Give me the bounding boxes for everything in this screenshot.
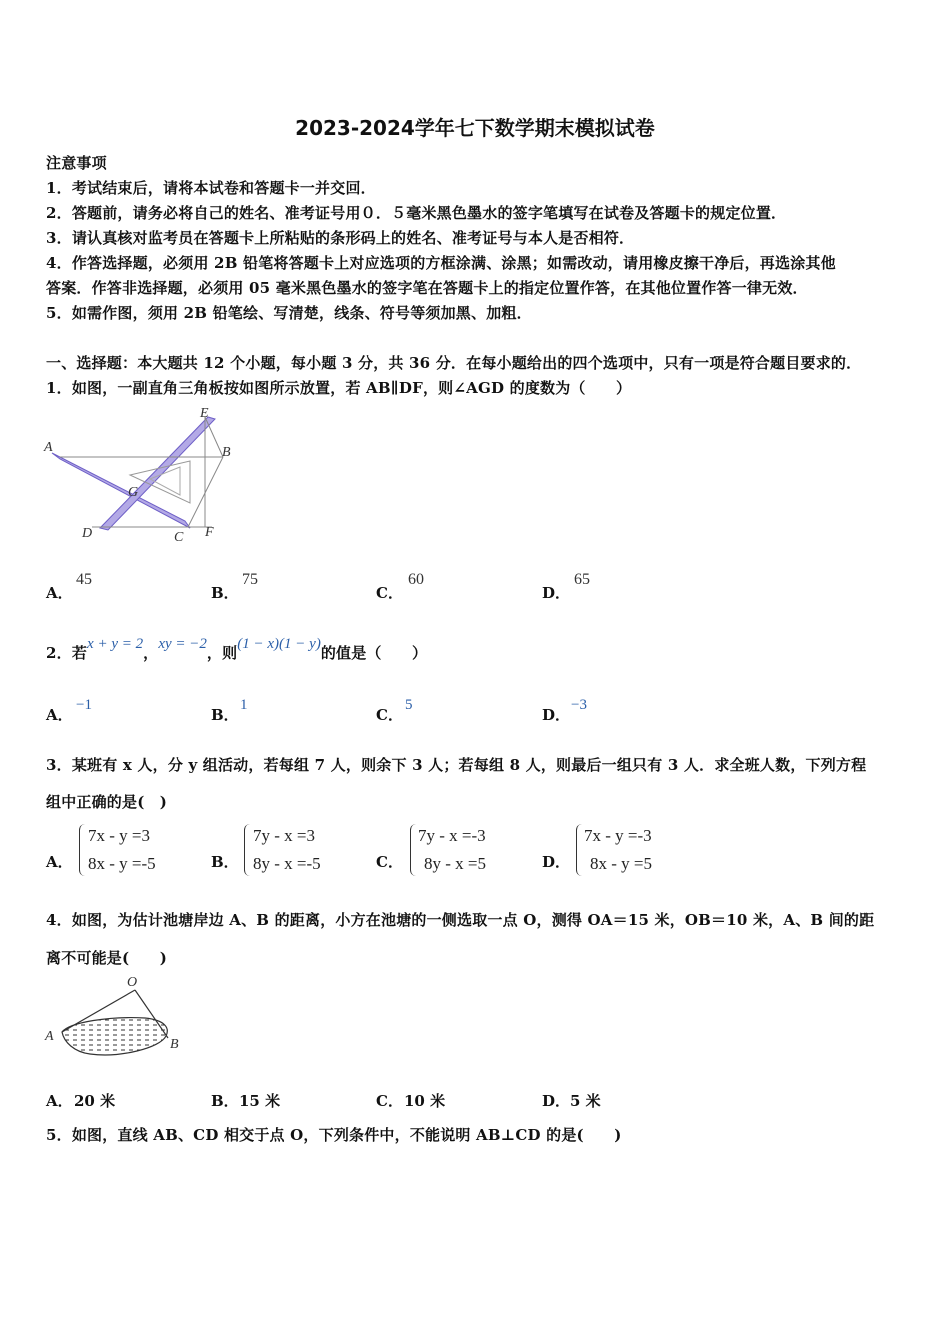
brace	[244, 824, 251, 876]
question-1-figure	[40, 403, 240, 549]
label-e: E	[200, 406, 209, 421]
option-c: C．	[376, 1092, 403, 1110]
option-d-value: 65	[574, 571, 590, 588]
option-c-value: 5	[405, 697, 413, 713]
option-b: B．	[211, 706, 239, 724]
option-b: B．	[211, 853, 239, 871]
option-a-value: 45	[76, 571, 92, 588]
option-a-eq1: 7x - y =3	[88, 826, 150, 845]
option-b-value: 1	[240, 697, 248, 713]
option-a: A．	[46, 1092, 73, 1110]
question-1-text: 1．如图，一副直角三角板按如图所示放置，若 AB∥DF，则∠AGD 的度数为（ ）	[46, 379, 632, 397]
option-d-value: −3	[571, 697, 587, 713]
option-c: C．	[376, 706, 403, 724]
label-b: B	[222, 445, 231, 460]
label-a: A	[44, 440, 53, 455]
q2-prefix: 2．若	[46, 644, 88, 662]
page-title: 2023-2024学年七下数学期末模拟试卷	[295, 116, 655, 140]
option-a-value: 20 米	[74, 1092, 116, 1110]
question-3-line1: 3．某班有 x 人，分 y 组活动，若每组 7 人，则余下 3 人；若每组 8 人，则最后一组只有 3 人．求全班人数，下列方程	[46, 756, 867, 774]
option-d-value: 5 米	[570, 1092, 601, 1110]
option-d: D．	[542, 706, 571, 724]
option-a-value: −1	[76, 697, 92, 713]
question-4-line1: 4．如图，为估计池塘岸边 A、B 的距离，小方在池塘的一侧选取一点 O，测得 OA＝15 米，OB＝10 米，A、B 间的距	[46, 911, 875, 929]
notice-line: 答案．作答非选择题，必须用 05 毫米黑色墨水的签字笔在答题卡上的指定位置作答，在其他位置作答一律无效．	[46, 279, 808, 297]
option-d: D．	[542, 1092, 571, 1110]
option-b: B．	[211, 584, 239, 602]
notice-line: 3．请认真核对监考员在答题卡上所粘贴的条形码上的姓名、准考证号与本人是否相符．	[46, 229, 635, 247]
option-b-value: 15 米	[239, 1092, 281, 1110]
option-a-eq2: 8x - y =-5	[88, 854, 156, 873]
section-heading: 一、选择题：本大题共 12 个小题，每小题 3 分，共 36 分．在每小题给出的四个选项中，只有一项是符合题目要求的．	[46, 354, 862, 372]
notice-line: 5．如需作图，须用 2B 铅笔绘、写清楚，线条、符号等须加黑、加粗．	[46, 304, 532, 322]
q2-suffix: 的值是（ ）	[320, 644, 428, 662]
question-3-line2: 组中正确的是( )	[46, 793, 167, 811]
label-o: O	[127, 975, 138, 990]
option-b-eq1: 7y - x =3	[253, 826, 315, 845]
notice-line: 1．考试结束后，请将本试卷和答题卡一并交回．	[46, 179, 376, 197]
q2-expr1: x + y = 2	[87, 636, 144, 652]
option-d-eq2: 8x - y =5	[590, 854, 652, 873]
option-a: A．	[46, 706, 73, 724]
label-g: G	[128, 485, 139, 500]
label-a: A	[45, 1029, 54, 1044]
brace	[410, 824, 417, 876]
brace	[576, 824, 583, 876]
option-c-value: 10 米	[404, 1092, 446, 1110]
option-b: B．	[211, 1092, 239, 1110]
option-d: D．	[542, 584, 571, 602]
label-f: F	[205, 525, 214, 540]
q2-expr3: (1 − x)(1 − y)	[237, 636, 321, 652]
line-eb	[205, 417, 223, 457]
q2-expr2: xy = −2	[158, 636, 207, 652]
notice-heading: 注意事项	[46, 154, 107, 172]
option-d-eq1: 7x - y =-3	[584, 826, 652, 845]
set-square-2	[100, 417, 215, 530]
question-2-text	[46, 636, 427, 663]
option-c-value: 60	[408, 571, 424, 588]
option-c: C．	[376, 584, 403, 602]
label-c: C	[174, 530, 184, 545]
option-c-eq1: 7y - x =-3	[418, 826, 486, 845]
question-4-figure	[40, 972, 190, 1062]
option-a: A．	[46, 853, 73, 871]
brace	[79, 824, 86, 876]
option-a: A．	[46, 584, 73, 602]
question-4-line2: 离不可能是( )	[46, 949, 167, 967]
q2-mid: ，则	[206, 644, 238, 662]
option-b-value: 75	[242, 571, 258, 588]
option-b-eq2: 8y - x =-5	[253, 854, 321, 873]
option-d: D．	[542, 853, 571, 871]
notice-line: 2．答题前，请务必将自己的姓名、准考证号用０．５毫米黑色墨水的签字笔填写在试卷及答题卡的规定位置．	[46, 204, 787, 222]
q2-sep: ，	[143, 644, 159, 662]
question-5-text: 5．如图，直线 AB、CD 相交于点 O，下列条件中，不能说明 AB⊥CD 的是( )	[46, 1126, 622, 1144]
label-b: B	[170, 1037, 179, 1052]
label-d: D	[82, 526, 93, 541]
notice-line: 4．作答选择题，必须用 2B 铅笔将答题卡上对应选项的方框涂满、涂黑；如需改动，请用橡皮擦干净后，再选涂其他	[46, 254, 836, 272]
option-c-eq2: 8y - x =5	[424, 854, 486, 873]
option-c: C．	[376, 853, 403, 871]
